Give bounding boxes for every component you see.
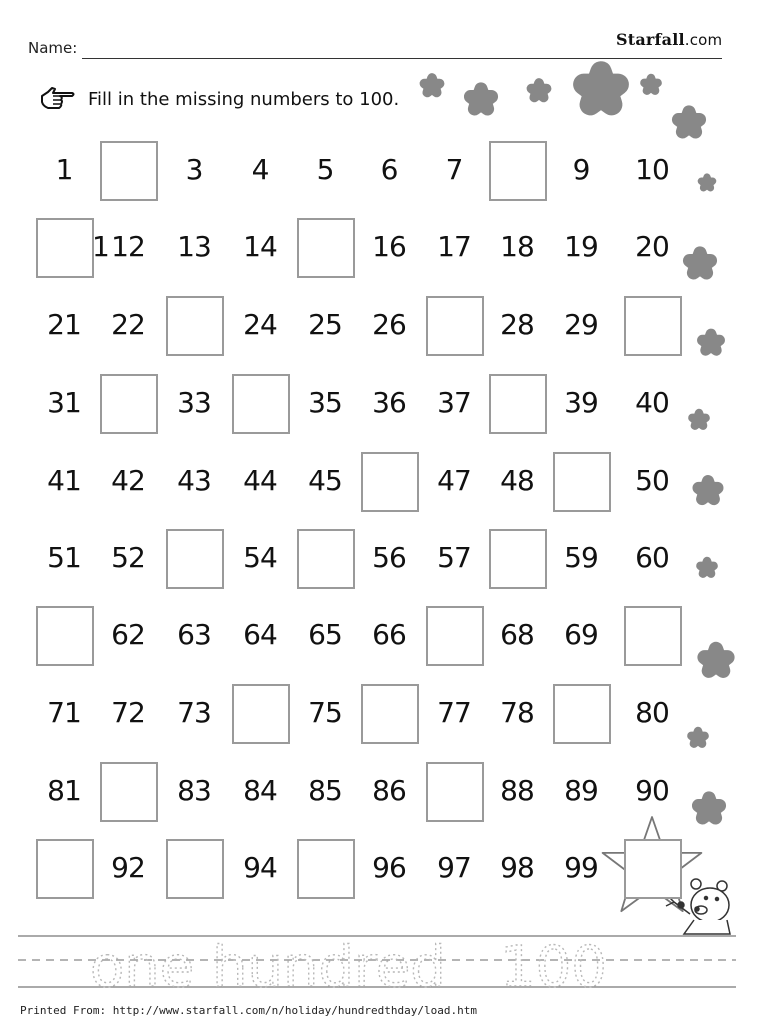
star-icon — [644, 78, 657, 91]
tracing-guide — [18, 936, 736, 987]
grid-number-text: 47 — [437, 464, 471, 497]
grid-number-text: 80 — [635, 696, 669, 729]
grid-number-text: 9 — [572, 153, 590, 186]
grid-number — [100, 529, 156, 587]
grid-number-text: 14 — [243, 230, 277, 263]
instruction-text: Fill in the missing numbers to 100. — [88, 89, 400, 110]
answer-box[interactable] — [297, 529, 353, 587]
answer-box-border[interactable] — [297, 529, 355, 589]
grid-number-text: 90 — [635, 774, 669, 807]
answer-box-border[interactable] — [489, 529, 547, 589]
star-icon — [701, 177, 712, 188]
grid-number-text: 69 — [564, 618, 598, 651]
grid-number — [232, 452, 288, 510]
grid-number-text: 3 — [185, 153, 203, 186]
brand-tld: .com — [684, 31, 723, 49]
grid-number — [100, 296, 156, 354]
grid-number-text: 6 — [380, 153, 398, 186]
grid-number — [166, 606, 222, 664]
grid-number — [624, 374, 680, 432]
grid-number — [36, 374, 92, 432]
star-icon — [700, 561, 713, 574]
answer-box-border[interactable] — [166, 296, 224, 356]
grid-number-text: 81 — [47, 774, 81, 807]
grid-number — [100, 684, 156, 742]
grid-number — [489, 218, 545, 276]
grid-number — [297, 374, 353, 432]
grid-number — [100, 839, 156, 897]
grid-number-text: 77 — [437, 696, 471, 729]
footer-url: Printed From: http://www.starfall.com/n/holiday/hundredthday/load.htm — [20, 1004, 477, 1017]
answer-box-border[interactable] — [553, 684, 611, 744]
grid-number-text: 37 — [437, 386, 471, 419]
grid-number-text: 59 — [564, 541, 598, 574]
star-icon — [679, 112, 700, 132]
grid-number — [361, 606, 417, 664]
star-icon — [702, 334, 719, 350]
grid-number-text: 94 — [243, 851, 277, 884]
grid-number — [232, 529, 288, 587]
grid-number — [297, 141, 353, 199]
grid-number-text: 35 — [308, 386, 342, 419]
answer-box-border[interactable] — [426, 296, 484, 356]
grid-number — [553, 762, 609, 820]
grid-number — [553, 529, 609, 587]
grid-number — [297, 606, 353, 664]
grid-number — [624, 684, 680, 742]
grid-number — [361, 218, 417, 276]
grid-number — [426, 684, 482, 742]
grid-number — [624, 762, 680, 820]
grid-number — [426, 218, 482, 276]
grid-number — [489, 606, 545, 664]
grid-number — [36, 762, 92, 820]
grid-number — [624, 141, 680, 199]
grid-number-text: 78 — [500, 696, 534, 729]
grid-number — [426, 839, 482, 897]
grid-number — [553, 141, 609, 199]
grid-number — [553, 374, 609, 432]
answer-box-border[interactable] — [36, 839, 94, 899]
grid-number-text: 73 — [177, 696, 211, 729]
grid-number-text: 36 — [372, 386, 406, 419]
grid-number-text: 41 — [47, 464, 81, 497]
grid-number — [166, 762, 222, 820]
answer-box-border[interactable] — [297, 218, 355, 278]
grid-number-text: 33 — [177, 386, 211, 419]
grid-number-text: 4 — [251, 153, 269, 186]
answer-box[interactable] — [232, 374, 288, 432]
answer-box-border[interactable] — [361, 452, 419, 512]
grid-number-text: 51 — [47, 541, 81, 574]
grid-number-text: 5 — [316, 153, 334, 186]
grid-number-text: 72 — [111, 696, 145, 729]
answer-box-border[interactable] — [100, 374, 158, 434]
grid-number-text: 10 — [635, 153, 669, 186]
answer-box[interactable] — [489, 374, 545, 432]
grid-number-text: 20 — [635, 230, 669, 263]
grid-number-text: 13 — [177, 230, 211, 263]
brand-name: Starfall — [616, 30, 685, 49]
grid-number — [426, 452, 482, 510]
grid-number — [232, 839, 288, 897]
grid-number-text: 18 — [500, 230, 534, 263]
grid-number-text: 63 — [177, 618, 211, 651]
star-icon — [531, 83, 546, 97]
grid-number — [36, 296, 92, 354]
grid-number — [624, 218, 680, 276]
grid-number-text: 98 — [500, 851, 534, 884]
star-icon — [690, 253, 711, 273]
grid-number — [361, 296, 417, 354]
grid-number — [553, 218, 609, 276]
grid-number — [553, 296, 609, 354]
grid-number — [166, 218, 222, 276]
answer-box[interactable] — [426, 606, 482, 664]
overlap-digit: 1 — [92, 230, 110, 263]
grid-number — [361, 762, 417, 820]
grid-number-text: 29 — [564, 308, 598, 341]
grid-number — [232, 141, 288, 199]
grid-number — [166, 452, 222, 510]
answer-box-border[interactable] — [100, 141, 158, 201]
grid-number — [166, 684, 222, 742]
grid-number-text: 7 — [445, 153, 463, 186]
answer-box-border[interactable] — [361, 684, 419, 744]
grid-number — [166, 141, 222, 199]
grid-number — [232, 218, 288, 276]
grid-number-text: 88 — [500, 774, 534, 807]
traced-word: one hundred — [90, 935, 446, 1000]
answer-box-border[interactable] — [100, 762, 158, 822]
answer-box[interactable] — [624, 296, 680, 354]
answer-box[interactable] — [166, 529, 222, 587]
answer-box[interactable] — [426, 762, 482, 820]
grid-number — [297, 296, 353, 354]
grid-number — [553, 606, 609, 664]
answer-box-border[interactable] — [624, 606, 682, 666]
grid-number-text: 31 — [47, 386, 81, 419]
grid-number-text: 68 — [500, 618, 534, 651]
grid-number-text: 44 — [243, 464, 277, 497]
grid-number-text: 57 — [437, 541, 471, 574]
answer-box-border[interactable] — [553, 452, 611, 512]
grid-number — [166, 374, 222, 432]
answer-box[interactable] — [624, 839, 680, 897]
answer-box-border[interactable] — [36, 218, 94, 278]
grid-number-text: 21 — [47, 308, 81, 341]
grid-number-text: 52 — [111, 541, 145, 574]
star-icon — [692, 413, 705, 426]
grid-number — [36, 529, 92, 587]
grid-number-text: 40 — [635, 386, 669, 419]
grid-number-text: 89 — [564, 774, 598, 807]
grid-number — [426, 374, 482, 432]
star-icon — [424, 78, 439, 92]
grid-number — [624, 529, 680, 587]
answer-box-border[interactable] — [232, 684, 290, 744]
answer-box-border[interactable] — [624, 839, 682, 899]
answer-box[interactable] — [426, 296, 482, 354]
answer-box-border[interactable] — [166, 529, 224, 589]
grid-number — [489, 296, 545, 354]
star-icon — [471, 89, 492, 109]
name-label: Name: — [28, 39, 78, 57]
grid-number — [426, 141, 482, 199]
answer-box[interactable] — [36, 606, 92, 664]
grid-number — [361, 141, 417, 199]
grid-number-text: 65 — [308, 618, 342, 651]
answer-box[interactable] — [361, 684, 417, 742]
grid-number-text: 97 — [437, 851, 471, 884]
grid-number — [100, 452, 156, 510]
grid-number-text: 64 — [243, 618, 277, 651]
grid-number-text: 24 — [243, 308, 277, 341]
grid-number-text: 71 — [47, 696, 81, 729]
grid-number-text: 75 — [308, 696, 342, 729]
grid-number — [100, 606, 156, 664]
answer-box-border[interactable] — [426, 762, 484, 822]
grid-number-text: 26 — [372, 308, 406, 341]
grid-number-text: 50 — [635, 464, 669, 497]
grid-number-text: 54 — [243, 541, 277, 574]
grid-number-text: 12 — [111, 230, 145, 263]
grid-number — [361, 374, 417, 432]
grid-number-text: 48 — [500, 464, 534, 497]
star-icon — [705, 649, 728, 671]
name-line — [82, 58, 722, 59]
grid-number — [232, 606, 288, 664]
grid-number-text: 84 — [243, 774, 277, 807]
answer-box[interactable] — [553, 452, 609, 510]
answer-box[interactable] — [489, 141, 545, 199]
grid-number-text: 60 — [635, 541, 669, 574]
answer-box[interactable] — [36, 839, 92, 897]
grid-number-text: 56 — [372, 541, 406, 574]
star-icon — [699, 798, 720, 818]
grid-number-text: 22 — [111, 308, 145, 341]
answer-box[interactable] — [36, 218, 92, 276]
grid-number-text: 83 — [177, 774, 211, 807]
grid-number-text: 62 — [111, 618, 145, 651]
grid-number — [297, 762, 353, 820]
grid-number — [232, 296, 288, 354]
grid-number-text: 39 — [564, 386, 598, 419]
grid-number — [297, 452, 353, 510]
grid-number — [361, 839, 417, 897]
grid-number-text: 96 — [372, 851, 406, 884]
grid-number-text: 43 — [177, 464, 211, 497]
answer-box[interactable] — [232, 684, 288, 742]
grid-number — [297, 684, 353, 742]
answer-box[interactable] — [100, 374, 156, 432]
star-icon — [699, 481, 718, 499]
answer-box-border[interactable] — [489, 141, 547, 201]
answer-box[interactable] — [100, 141, 156, 199]
answer-box-border[interactable] — [36, 606, 94, 666]
grid-number — [361, 529, 417, 587]
traced-number: 100 — [500, 935, 607, 1000]
grid-number-text: 99 — [564, 851, 598, 884]
grid-number-text: 19 — [564, 230, 598, 263]
pointing-hand-icon — [38, 84, 78, 114]
grid-number-text: 16 — [372, 230, 406, 263]
answer-box[interactable] — [553, 684, 609, 742]
grid-number-text: 17 — [437, 230, 471, 263]
answer-box-border[interactable] — [297, 839, 355, 899]
grid-number-text: 45 — [308, 464, 342, 497]
grid-number — [553, 839, 609, 897]
grid-number-text: 42 — [111, 464, 145, 497]
grid-number-text: 28 — [500, 308, 534, 341]
grid-number-text: 66 — [372, 618, 406, 651]
starfall-logo — [616, 30, 722, 49]
answer-box-border[interactable] — [489, 374, 547, 434]
star-icon — [691, 731, 704, 744]
answer-box[interactable] — [297, 839, 353, 897]
answer-box[interactable] — [166, 839, 222, 897]
answer-box-border[interactable] — [166, 839, 224, 899]
grid-number — [489, 452, 545, 510]
grid-number-text: 85 — [308, 774, 342, 807]
grid-number — [624, 452, 680, 510]
grid-number — [232, 762, 288, 820]
grid-number-text: 25 — [308, 308, 342, 341]
answer-box[interactable] — [166, 296, 222, 354]
grid-number-text: 1 — [55, 153, 73, 186]
answer-box[interactable] — [624, 606, 680, 664]
grid-number — [36, 684, 92, 742]
grid-number — [489, 684, 545, 742]
grid-number — [426, 529, 482, 587]
answer-box-border[interactable] — [232, 374, 290, 434]
answer-box[interactable] — [489, 529, 545, 587]
star-icon — [584, 72, 618, 105]
grid-number-text: 92 — [111, 851, 145, 884]
answer-box[interactable] — [297, 218, 353, 276]
grid-number — [36, 141, 92, 199]
answer-box-border[interactable] — [624, 296, 682, 356]
grid-number — [489, 839, 545, 897]
answer-box[interactable] — [100, 762, 156, 820]
answer-box-border[interactable] — [426, 606, 484, 666]
grid-number-text: 86 — [372, 774, 406, 807]
grid-number — [489, 762, 545, 820]
answer-box[interactable] — [361, 452, 417, 510]
grid-number — [36, 452, 92, 510]
